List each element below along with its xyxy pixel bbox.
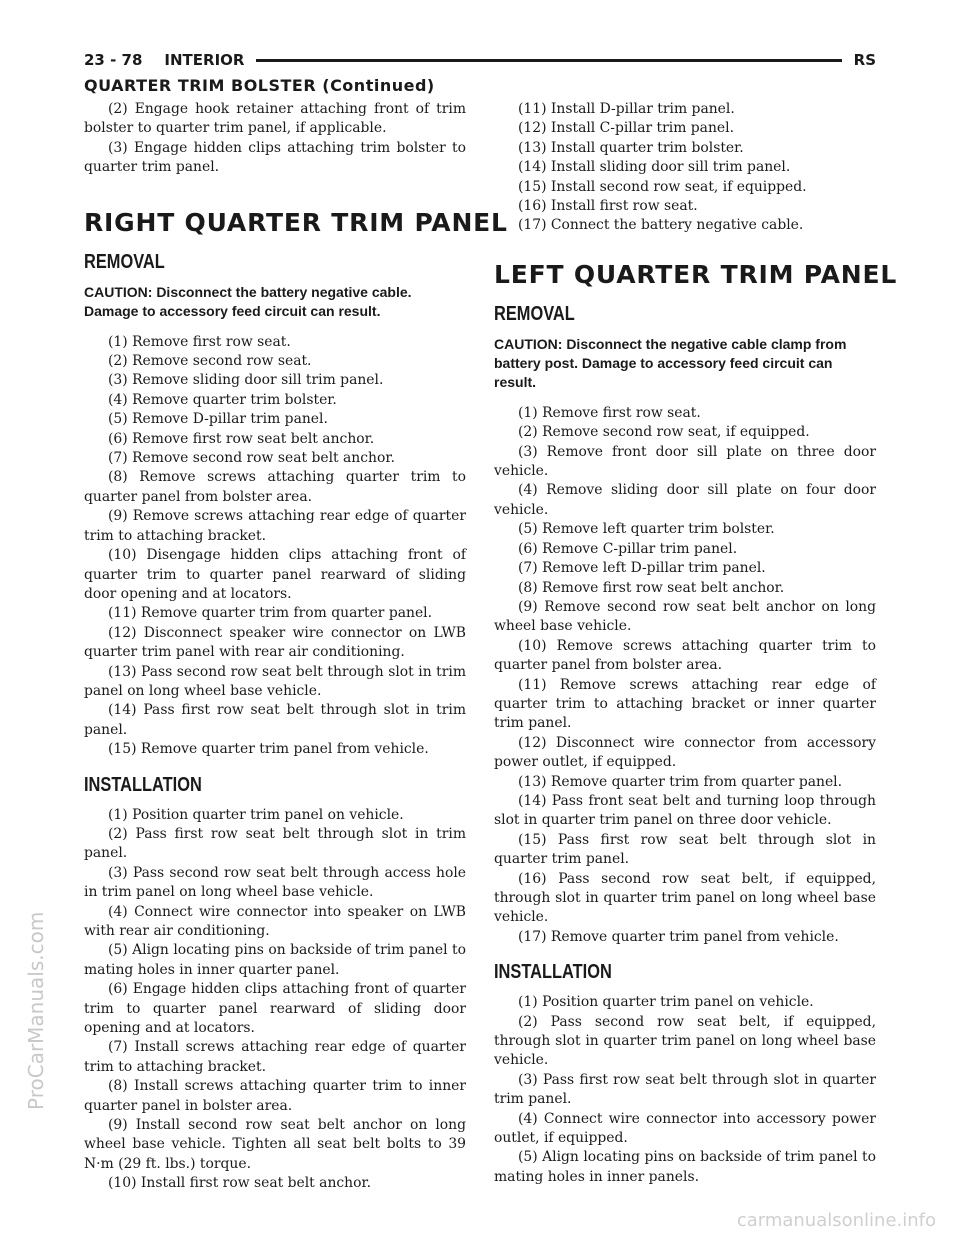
step: (13) Install quarter trim bolster. (518, 139, 744, 156)
step: (15) Remove quarter trim panel from vehicle. (108, 741, 429, 758)
step: (3) Pass second row seat belt through access hole in trim panel on long wheel base vehicle. (84, 864, 466, 901)
step: (5) Remove D-pillar trim panel. (108, 411, 328, 428)
step: (6) Engage hidden clips attaching front of quarter trim to quarter panel rearward of sliding door opening and at locators. (84, 981, 466, 1037)
step: (16) Install first row seat. (518, 198, 698, 215)
step: (3) Remove sliding door sill trim panel. (108, 372, 384, 389)
step: (4) Remove quarter trim bolster. (108, 391, 337, 408)
right-column (494, 100, 898, 1187)
step: (3) Engage hidden clips attaching trim bolster to quarter trim panel. (84, 139, 466, 176)
step: (11) Remove quarter trim from quarter panel. (108, 605, 433, 622)
step: (17) Connect the battery negative cable. (518, 217, 804, 234)
step: (3) Remove front door sill plate on three door vehicle. (494, 443, 876, 480)
section-title-left-quarter-trim-panel: LEFT QUARTER TRIM PANEL (494, 259, 898, 289)
step: (5) Align locating pins on backside of trim panel to mating holes in inner quarter panel. (84, 942, 466, 978)
step: (9) Remove screws attaching rear edge of quarter trim to attaching bracket. (84, 508, 466, 544)
step: (14) Pass first row seat belt through slot in trim panel. (84, 702, 466, 738)
page-header (84, 48, 876, 72)
step: (12) Disconnect wire connector from accessory power outlet, if equipped. (494, 734, 876, 771)
footer-watermark: carmanualsonline.info (736, 1210, 936, 1231)
step: (16) Pass second row seat belt, if equipped, through slot in quarter trim panel on long wheel base vehicle. (494, 870, 876, 926)
step: (2) Remove second row seat. (108, 353, 312, 370)
step: (8) Remove first row seat belt anchor. (518, 579, 785, 596)
step: (12) Disconnect speaker wire connector on LWB quarter trim panel with rear air conditioning. (84, 624, 466, 661)
step: (15) Pass first row seat belt through slot in quarter trim panel. (494, 831, 876, 868)
step: (1) Position quarter trim panel on vehicle. (518, 994, 814, 1011)
continued-title: QUARTER TRIM BOLSTER (Continued) (84, 76, 435, 95)
installation-heading: INSTALLATION (84, 773, 202, 796)
step: (12) Install C-pillar trim panel. (518, 120, 734, 137)
step: (3) Pass first row seat belt through slot in quarter trim panel. (494, 1071, 876, 1108)
step: (14) Install sliding door sill trim panel. (518, 159, 791, 176)
left-column (84, 100, 508, 1194)
removal-heading: REMOVAL (494, 302, 575, 325)
step: (9) Remove second row seat belt anchor on long wheel base vehicle. (494, 598, 876, 635)
step: (5) Align locating pins on backside of trim panel to mating holes in inner panels. (494, 1149, 876, 1185)
step: (10) Remove screws attaching quarter trim to quarter panel from bolster area. (494, 637, 876, 674)
section-name: INTERIOR (164, 51, 245, 69)
caution-note: CAUTION: Disconnect the battery negative cable. Damage to accessory feed circuit can result. (84, 283, 412, 319)
installation-heading: INSTALLATION (494, 961, 612, 984)
section-title-right-quarter-trim-panel: RIGHT QUARTER TRIM PANEL (84, 207, 508, 237)
step: (8) Remove screws attaching quarter trim to quarter panel from bolster area. (84, 469, 466, 505)
step: (6) Remove C-pillar trim panel. (518, 540, 738, 557)
step: (4) Connect wire connector into accessory power outlet, if equipped. (494, 1110, 876, 1147)
side-watermark: ProCarManuals.com (24, 911, 48, 1110)
step: (1) Remove first row seat. (108, 333, 291, 350)
step: (2) Engage hook retainer attaching front of trim bolster to quarter trim panel, if applicable. (84, 101, 466, 137)
step: (10) Install first row seat belt anchor. (108, 1175, 372, 1192)
step: (11) Remove screws attaching rear edge of quarter trim to attaching bracket or inner quarter trim panel. (494, 676, 876, 732)
removal-heading: REMOVAL (84, 250, 165, 273)
header-rule (256, 59, 841, 62)
step: (4) Connect wire connector into speaker on LWB with rear air conditioning. (84, 903, 466, 939)
step: (1) Position quarter trim panel on vehicle. (108, 806, 404, 823)
step: (11) Install D-pillar trim panel. (518, 101, 735, 117)
step: (1) Remove first row seat. (518, 404, 701, 421)
step: (17) Remove quarter trim panel from vehicle. (518, 928, 839, 945)
step: (2) Pass first row seat belt through slot in trim panel. (84, 825, 466, 862)
step: (8) Install screws attaching quarter trim to inner quarter panel in bolster area. (84, 1078, 466, 1114)
step: (2) Pass second row seat belt, if equipped, through slot in quarter trim panel on long wheel base vehicle. (494, 1013, 876, 1069)
step: (6) Remove first row seat belt anchor. (108, 430, 375, 447)
step: (7) Remove left D-pillar trim panel. (518, 560, 766, 577)
model-code: RS (853, 51, 876, 69)
step: (4) Remove sliding door sill plate on four door vehicle. (494, 482, 876, 518)
step: (9) Install second row seat belt anchor on long wheel base vehicle. Tighten all seat belt bolts to 39 N·m (29 ft. lbs.) torque. (84, 1117, 466, 1172)
step: (7) Remove second row seat belt anchor. (108, 450, 395, 467)
step: (14) Pass front seat belt and turning loop through slot in quarter trim panel on three door vehicle. (494, 792, 876, 829)
step: (2) Remove second row seat, if equipped. (518, 424, 810, 441)
caution-note: CAUTION: Disconnect the negative cable clamp from battery post. Damage to accessory feed circuit can result. (494, 335, 847, 390)
step: (10) Disengage hidden clips attaching front of quarter trim to quarter panel rearward of sliding door opening and at locators. (84, 547, 466, 602)
step: (5) Remove left quarter trim bolster. (518, 521, 775, 538)
step: (7) Install screws attaching rear edge of quarter trim to attaching bracket. (84, 1039, 466, 1075)
page-number: 23 - 78 (84, 51, 143, 69)
step: (15) Install second row seat, if equipped. (518, 178, 807, 195)
step: (13) Remove quarter trim from quarter panel. (518, 773, 843, 790)
step: (13) Pass second row seat belt through slot in trim panel on long wheel base vehicle. (84, 663, 466, 699)
